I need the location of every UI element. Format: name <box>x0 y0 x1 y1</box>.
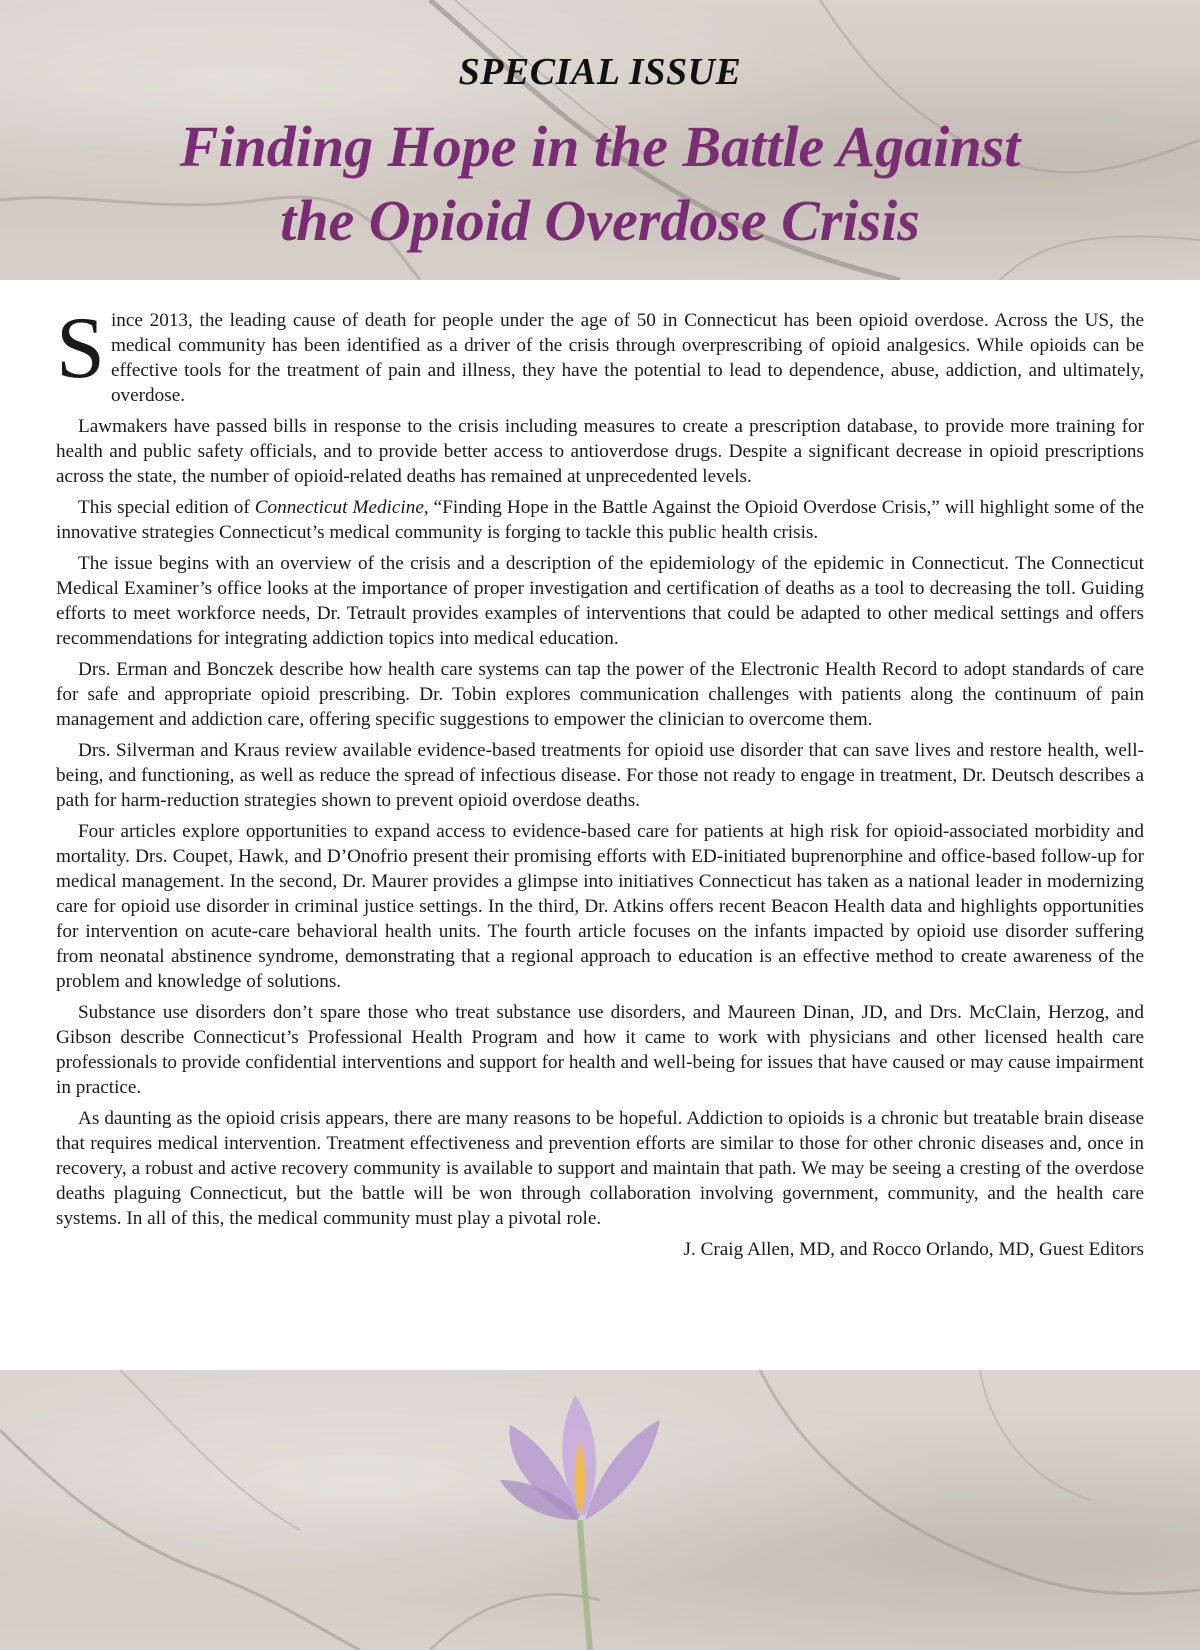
paragraph-3-text-a: This special edition of <box>78 497 255 518</box>
paragraph-9: As daunting as the opioid crisis appears, there are many reasons to be hopeful. Addiction to opioids is a chronic but treatable brain disease that requires medical intervention. Treatment effectiveness and prevention efforts are similar to those for other chronic diseases and, once in recovery, a robust and active recovery community is available to support and maintain that path. We may be seeing a cresting of the overdose deaths plaguing Connecticut, but the battle will be won through collaboration involving government, community, and the health care systems. In all of this, the medical community must play a pivotal role. <box>56 1108 1144 1229</box>
paragraph-3 <box>56 495 1144 545</box>
paragraph-8: Substance use disorders don’t spare those who treat substance use disorders, and Maureen Dinan, JD, and Drs. McClain, Herzog, and Gibson describe Connecticut’s Professional Health Program and how it came to work with physicians and other licensed health care professionals to provide confidential interventions and support for health and well-being for issues that have caused or may cause impairment in practice. <box>56 1002 1144 1098</box>
footer-stone-background <box>0 1370 1200 1650</box>
paragraph-6: Drs. Silverman and Kraus review available evidence-based treatments for opioid use disorder that can save lives and restore health, well-being, and functioning, as well as reduce the spread of infectious disease. For those not ready to engage in treatment, Dr. Deutsch describes a path for harm-reduction strategies shown to prevent opioid overdose deaths. <box>56 740 1144 811</box>
crocus-flower-illustration <box>0 1370 1200 1650</box>
paragraph-2: Lawmakers have passed bills in response to the crisis including measures to create a prescription database, to provide more training for health and public safety officials, and to provide better access to antioverdose drugs. Despite a significant decrease in opioid prescriptions across the state, the number of opioid-related deaths has remained at unprecedented levels. <box>56 416 1144 487</box>
paragraph-7: Four articles explore opportunities to expand access to evidence-based care for patients at high risk for opioid-associated morbidity and mortality. Drs. Coupet, Hawk, and D’Onofrio present their promising efforts with ED-initiated buprenorphine and office-based follow-up for medical management. In the second, Dr. Maurer provides a glimpse into initiatives Connecticut has taken as a national leader in modernizing care for opioid use disorder in criminal justice settings. In the third, Dr. Atkins offers recent Beacon Health data and highlights opportunities for intervention on acute-care behavioral health units. The fourth article focuses on the infants impacted by opioid use disorder suffering from neonatal abstinence syndrome, demonstrating that a regional approach to education is an effective method to create awareness of the problem and knowledge of solutions. <box>56 821 1144 992</box>
paragraph-3-text-b: “Finding Hope in the Battle Against the Opioid Overdose Crisis,” will highlight some of the innovative strategies Connecticut’s medical community is forging to tackle this public health crisis. <box>56 497 1144 543</box>
paragraph-1 <box>56 300 1144 408</box>
special-issue-kicker: SPECIAL ISSUE <box>458 51 742 93</box>
journal-name: Connecticut Medicine, <box>254 497 429 518</box>
paragraph-5: Drs. Erman and Bonczek describe how health care systems can tap the power of the Electronic Health Record to adopt standards of care for safe and appropriate opioid prescribing. Dr. Tobin explores communication challenges with patients along the continuum of pain management and addiction care, offering specific suggestions to empower the clinician to overcome them. <box>56 659 1144 730</box>
paragraph-1-text: ince 2013, the leading cause of death for people under the age of 50 in Connecticut has been opioid overdose. Across the US, the medical community has been identified as a driver of the crisis through overprescribing of opioid analgesics. While opioids can be effective tools for the treatment of pain and illness, they have the potential to lead to dependence, abuse, addiction, and ultimately, overdose. <box>110 310 1144 406</box>
editorial-body <box>56 300 1144 1268</box>
guest-editors-signature: J. Craig Allen, MD, and Rocco Orlando, MD, Guest Editors <box>683 1239 1144 1260</box>
drop-cap: S <box>56 300 105 397</box>
paragraph-4: The issue begins with an overview of the crisis and a description of the epidemiology of the epidemic in Connecticut. The Connecticut Medical Examiner’s office looks at the importance of proper investigation and certification of deaths as a tool to decreasing the toll. Guiding efforts to meet workforce needs, Dr. Tetrault provides examples of interventions that could be adapted to other medical settings and offers recommendations for integrating addiction topics into medical education. <box>56 553 1144 649</box>
header-stone-background <box>0 0 1200 280</box>
page-title <box>60 110 1140 258</box>
title-line-1: Finding Hope in the Battle Against <box>179 114 1021 179</box>
title-line-2: the Opioid Overdose Crisis <box>280 188 920 253</box>
